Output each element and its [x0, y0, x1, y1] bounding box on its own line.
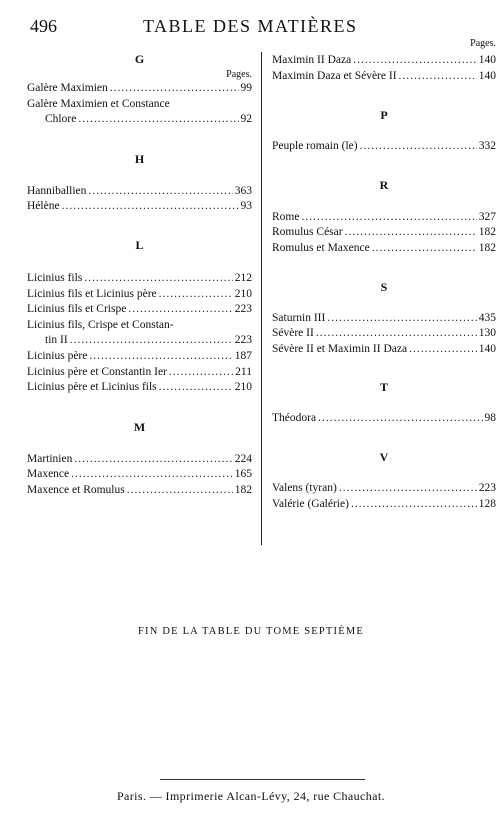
- index-entry: Peuple romain (le) ..... 332: [272, 139, 496, 155]
- pages-label: Pages.: [470, 38, 496, 49]
- index-entry: Hélène ..... 93: [27, 199, 252, 215]
- right-column: [272, 38, 496, 512]
- index-entry: Valérie (Galérie) ..... 128: [272, 497, 496, 513]
- page-title: TABLE DES MATIÈRES: [143, 16, 358, 36]
- section-letter-l: L: [135, 237, 144, 252]
- end-note: FIN DE LA TABLE DU TOME SEPTIÈME: [138, 626, 364, 637]
- index-entry: Martinien ..... 224: [27, 452, 252, 468]
- index-entry: Licinius père et Licinius fils ..... 210: [27, 380, 252, 396]
- section-letter-r: R: [379, 177, 389, 192]
- section-letter-s: S: [380, 279, 388, 294]
- index-entry: Sévère II et Maximin II Daza ..... 140: [272, 342, 496, 358]
- index-entry: Romulus César ..... 182: [272, 225, 496, 241]
- index-entry: Licinius fils, Crispe et Constan- tin II ..... 223: [27, 318, 252, 349]
- section-letter-t: T: [379, 380, 388, 395]
- section-letter-m: M: [133, 419, 146, 434]
- footer-rule: [160, 779, 365, 780]
- index-entry: Licinius fils et Licinius père ..... 210: [27, 287, 252, 303]
- index-entry: Licinius père ..... 187: [27, 349, 252, 365]
- section-letter-g: G: [134, 52, 145, 66]
- page-number: 496: [30, 16, 57, 36]
- section-letter-v: V: [379, 449, 389, 464]
- index-entry: Maxence ..... 165: [27, 467, 252, 483]
- printer-imprint: Paris. — Imprimerie Alcan-Lévy, 24, rue Chauchat.: [116, 789, 386, 803]
- section-letter-p: P: [380, 108, 388, 123]
- index-entry: Maxence et Romulus ..... 182: [27, 483, 252, 499]
- section-letter-h: H: [134, 151, 145, 166]
- index-entry: Théodora ..... 98: [272, 411, 496, 427]
- index-entry: Galère Maximien et Constance Chlore ..... 92: [27, 97, 252, 128]
- index-entry: Valens (tyran) ..... 223: [272, 481, 496, 497]
- left-column: [27, 52, 252, 499]
- column-divider: [261, 52, 262, 545]
- index-entry: Maximin Daza et Sévère II ..... 140: [272, 69, 496, 85]
- index-entry: Romulus et Maxence ..... 182: [272, 241, 496, 257]
- index-entry: Licinius fils et Crispe ..... 223: [27, 302, 252, 318]
- index-entry: Maximin II Daza ..... 140: [272, 53, 496, 69]
- index-entry: Sévère II ..... 130: [272, 326, 496, 342]
- pages-label: Pages.: [226, 69, 252, 80]
- index-entry: Licinius fils ..... 212: [27, 271, 252, 287]
- index-entry: Licinius père et Constantin Ier ..... 211: [27, 365, 252, 381]
- index-entry: Rome ..... 327: [272, 210, 496, 226]
- index-entry: Hanniballien ..... 363: [27, 184, 252, 200]
- index-entry: Saturnin III ..... 435: [272, 311, 496, 327]
- index-entry: Galère Maximien ..... 99: [27, 81, 252, 97]
